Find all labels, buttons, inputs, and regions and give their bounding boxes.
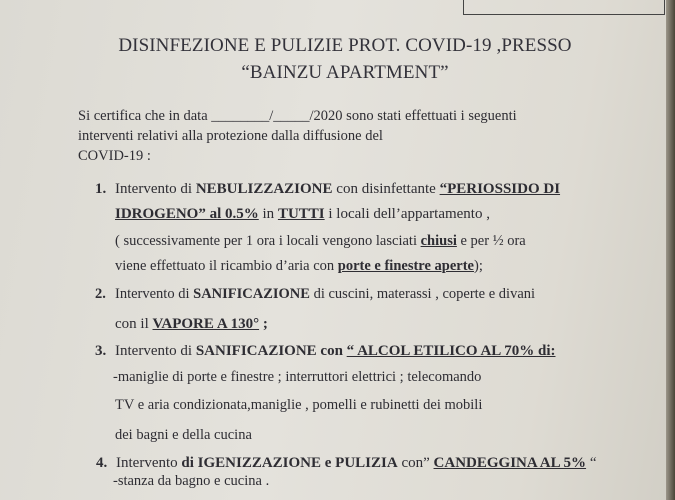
item-3-line-2: -maniglie di porte e finestre ; interruttori elettrici ; telecomando xyxy=(113,369,482,385)
item-3-line-4: dei bagni e della cucina xyxy=(115,427,252,443)
intro-line-3: COVID-19 : xyxy=(78,148,151,164)
item-1-method: NEBULIZZAZIONE xyxy=(195,181,333,197)
item-3-line-3: TV e aria condizionata,maniglie , pomelli e rubinetti dei mobili xyxy=(115,397,483,413)
item-4-number: 4. xyxy=(96,455,108,471)
item-3-line-1: 3. Intervento di SANIFICAZIONE con “ ALCOL ETILICO AL 70% di: xyxy=(95,343,556,359)
item-3-number: 3. xyxy=(95,343,107,359)
item-1-line-2: IDROGENO” al 0.5% in TUTTI i locali dell’appartamento , xyxy=(115,206,490,222)
intro-line-2: interventi relativi alla protezione dalla diffusione del xyxy=(78,128,383,144)
item-1-product: “PERIOSSIDO DI xyxy=(439,181,561,197)
item-4-line-1: 4. Intervento di IGENIZZAZIONE e PULIZIA con” CANDEGGINA AL 5% “ xyxy=(96,455,597,471)
item-2-number: 2. xyxy=(95,286,106,302)
title-line-2: “BAINZU APARTMENT” xyxy=(241,62,449,83)
item-2-line-2: con il VAPORE A 130° ; xyxy=(115,316,268,332)
item-1-line-3: ( successivamente per 1 ora i locali vengono lasciati chiusi e per ½ ora xyxy=(115,233,526,249)
stamp-box xyxy=(463,0,665,15)
item-2-line-1: 2. Intervento di SANIFICAZIONE di cuscini, materassi , coperte e divani xyxy=(95,286,536,302)
page-edge-shadow xyxy=(666,0,675,500)
intro-line-1: Si certifica che in data ________/_____/2020 sono stati effettuati i seguenti xyxy=(78,108,517,124)
item-1-number: 1. xyxy=(95,181,107,197)
item-1-line-4: viene effettuato il ricambio d’aria con porte e finestre aperte); xyxy=(115,258,483,274)
title-line-1: DISINFEZIONE E PULIZIE PROT. COVID-19 ,PRESSO xyxy=(118,35,572,56)
item-4-line-2: -stanza da bagno e cucina . xyxy=(113,473,270,489)
item-1-line-1: 1. Intervento di NEBULIZZAZIONE con disinfettante “PERIOSSIDO DI xyxy=(95,181,561,197)
